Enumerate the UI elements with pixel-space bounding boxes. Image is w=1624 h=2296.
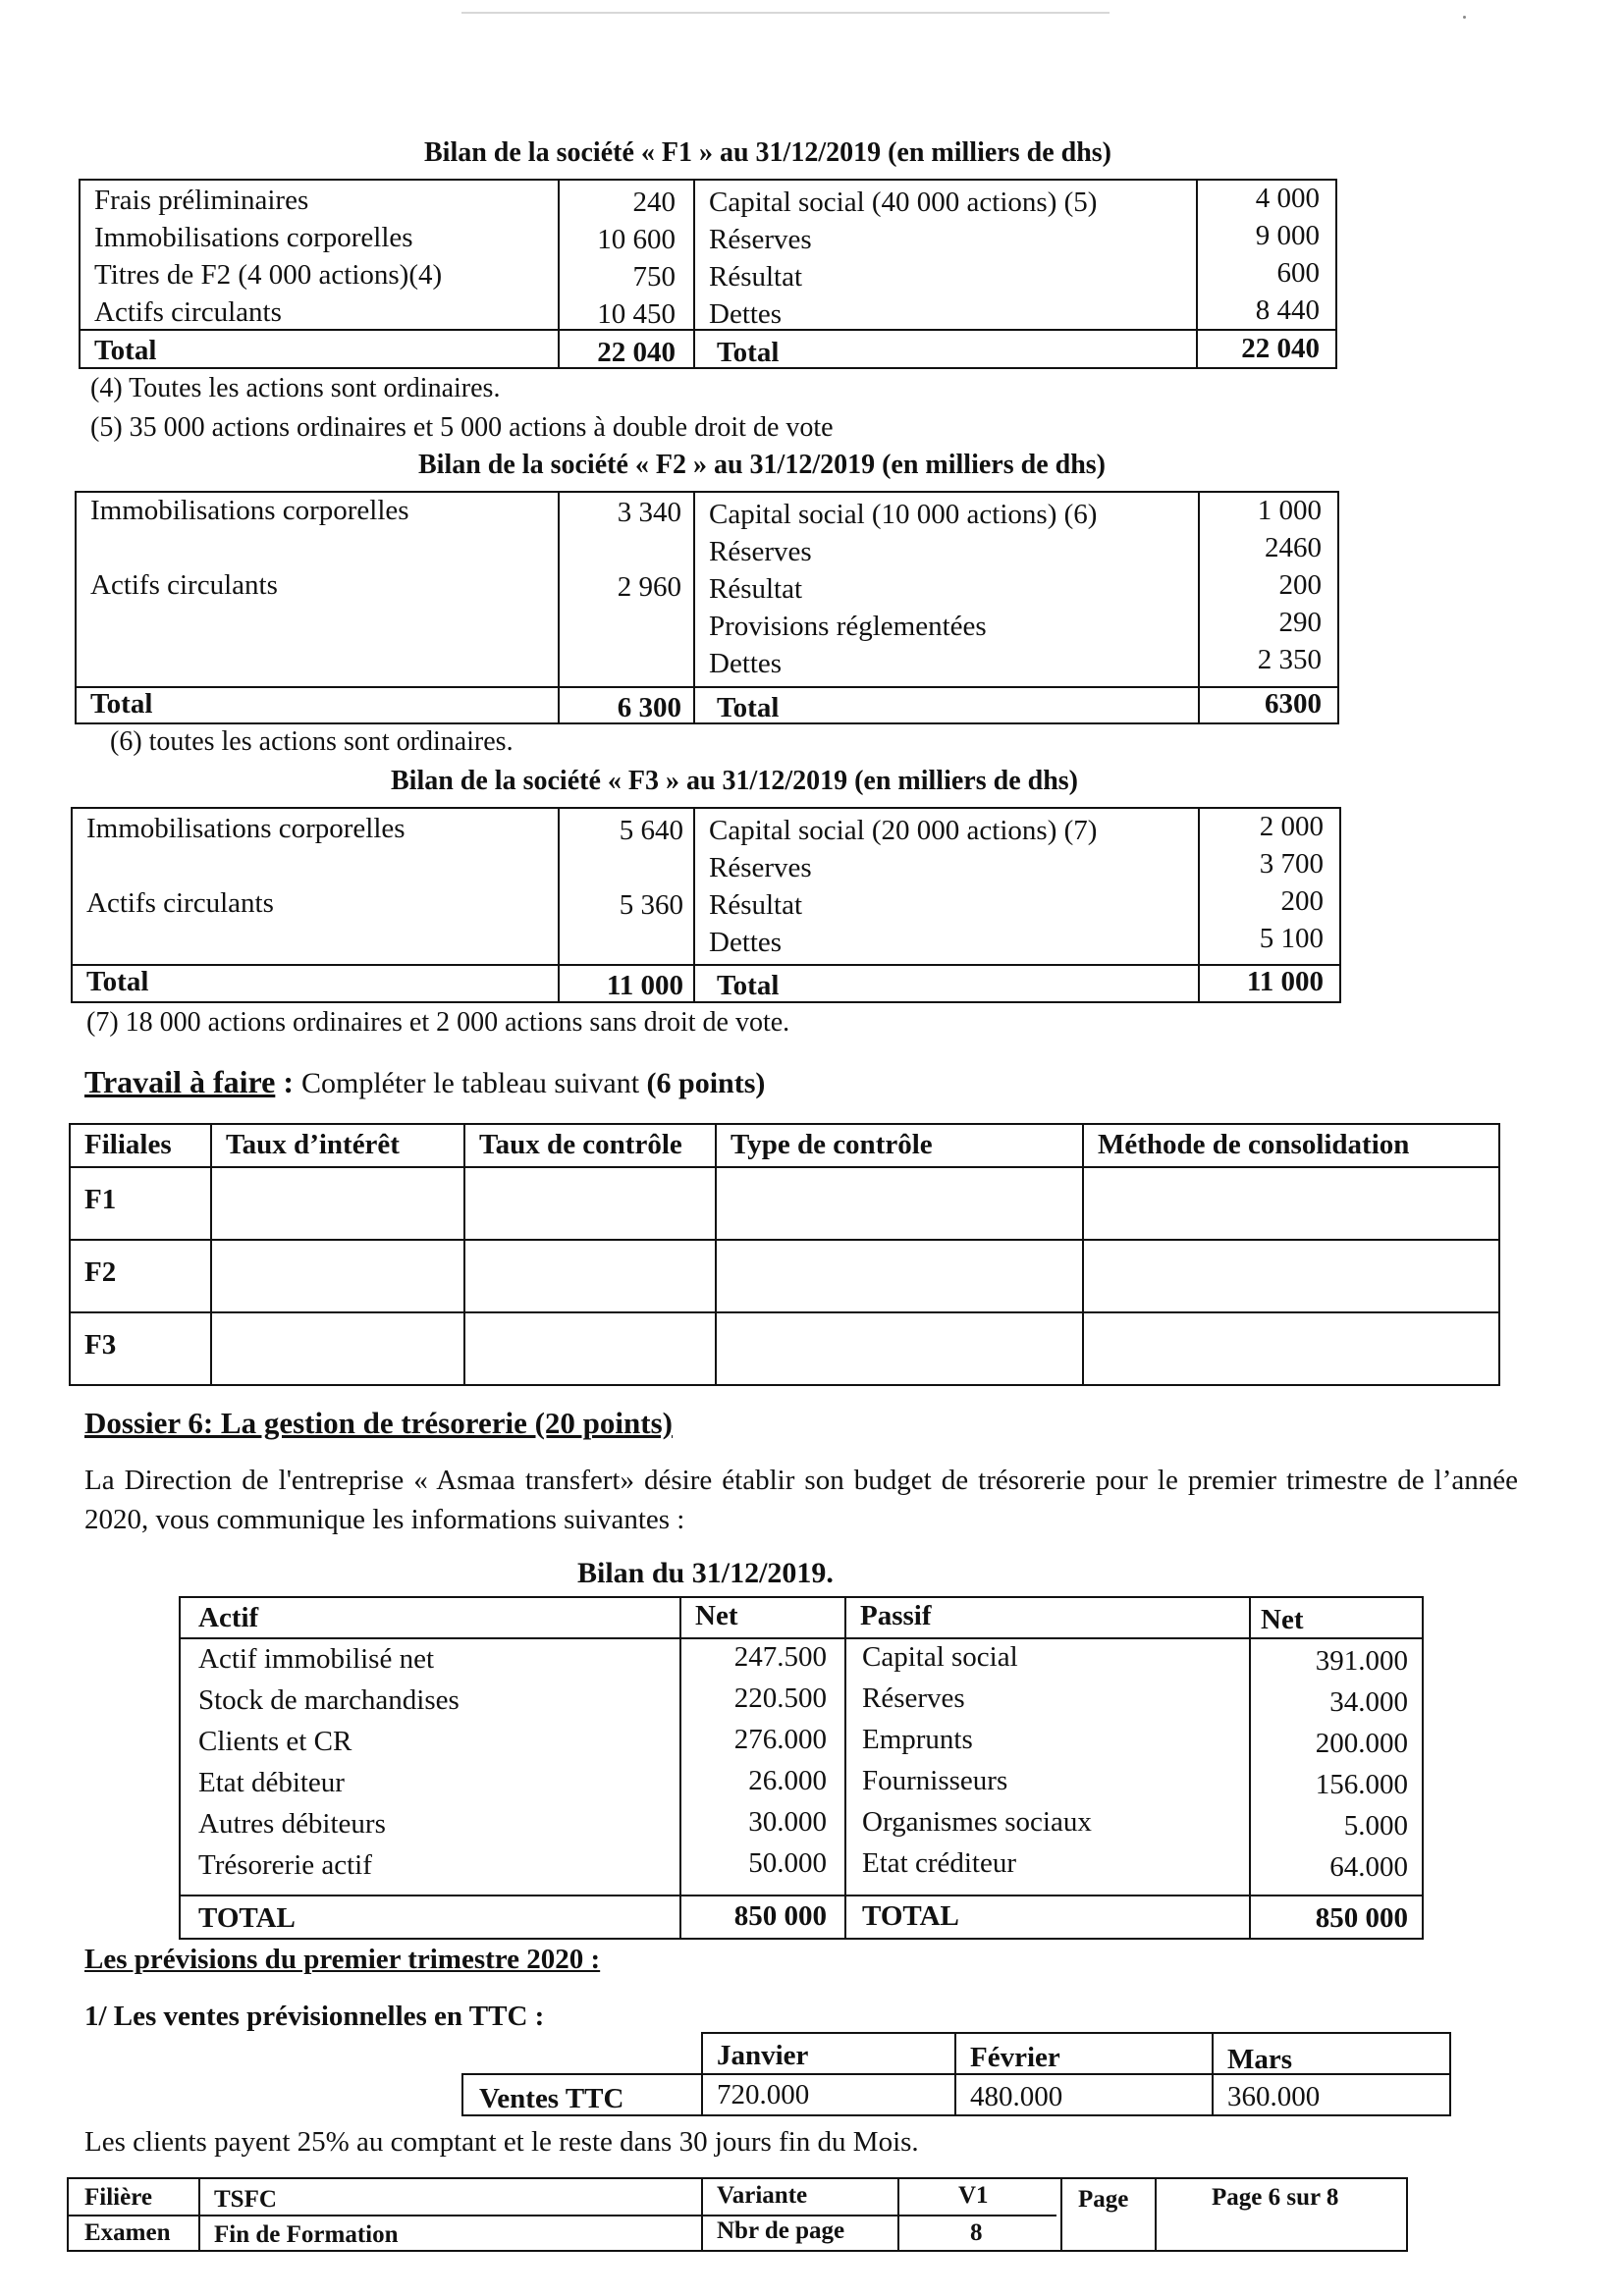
conso-header-methode: Méthode de consolidation [1098, 1129, 1410, 1160]
f3-left-value: 5 640 [619, 815, 683, 846]
bilan-passif-net: 391.000 [1315, 1645, 1408, 1677]
f2-total-left: 6 300 [617, 692, 681, 723]
conso-header-taux-interet: Taux d’intérêt [226, 1129, 400, 1160]
f1-right-label: Réserves [709, 224, 812, 255]
f2-left-value: 2 960 [617, 571, 681, 603]
f2-total-right: 6300 [1265, 688, 1322, 720]
ventes-fevrier: 480.000 [970, 2081, 1063, 2112]
f1-right-label: Capital social (40 000 actions) (5) [709, 187, 1098, 218]
f1-left-label: Actifs circulants [94, 296, 282, 328]
bilan-header-actif: Actif [198, 1602, 259, 1633]
dossier6-heading: Dossier 6: La gestion de trésorerie (20 points) [84, 1406, 673, 1440]
f3-right-label: Réserves [709, 852, 812, 883]
bilan-actif-label: Etat débiteur [198, 1767, 345, 1798]
f1-left-value: 240 [632, 187, 676, 218]
ventes-months-header [701, 2032, 1451, 2075]
bilan-actif-net: 50.000 [748, 1847, 827, 1879]
f1-title: Bilan de la société « F1 » au 31/12/2019 (en milliers de dhs) [424, 137, 1111, 168]
conso-row-f2: F2 [84, 1256, 117, 1288]
f1-total-label-right: Total [717, 337, 780, 368]
f3-title: Bilan de la société « F3 » au 31/12/2019 (en milliers de dhs) [391, 766, 1078, 796]
f1-right-label: Dettes [709, 298, 783, 330]
f3-total-left: 11 000 [606, 970, 683, 1001]
f2-total-label: Total [90, 688, 153, 720]
bilan-header-passif: Passif [860, 1600, 932, 1631]
footer-page-label: Page [1078, 2186, 1129, 2213]
bilan-actif-net: 276.000 [733, 1724, 827, 1755]
ventes-ttc-label: Ventes TTC [479, 2083, 624, 2114]
bilan-total-label: TOTAL [862, 1900, 959, 1932]
f3-right-value: 3 700 [1259, 848, 1324, 880]
f3-left-label: Immobilisations corporelles [86, 813, 406, 844]
f1-right-value: 8 440 [1255, 294, 1320, 326]
f3-note: (7) 18 000 actions ordinaires et 2 000 actions sans droit de vote. [86, 1007, 790, 1038]
ventes-table [461, 2073, 1451, 2116]
f2-left-label: Immobilisations corporelles [90, 495, 409, 526]
f2-total-label-right: Total [717, 692, 780, 723]
bilan-passif-label: Réserves [862, 1682, 965, 1714]
f1-right-value: 600 [1276, 257, 1320, 289]
footer-page: Page 6 sur 8 [1212, 2184, 1339, 2211]
f3-right-value: 200 [1280, 885, 1324, 917]
f1-left-label: Titres de F2 (4 000 actions)(4) [94, 259, 443, 291]
f2-right-label: Réserves [709, 536, 812, 567]
footer-filiere-label: Filière [84, 2184, 152, 2211]
f1-total-left: 22 040 [597, 337, 676, 368]
previsions-note: Les clients payent 25% au comptant et le reste dans 30 jours fin du Mois. [84, 2126, 919, 2158]
travail-points: (6 points) [646, 1067, 766, 1099]
f2-left-value: 3 340 [617, 497, 681, 528]
month-mars: Mars [1227, 2044, 1293, 2075]
f3-right-value: 2 000 [1259, 811, 1324, 842]
footer-variante: V1 [958, 2182, 989, 2209]
conso-header-filiales: Filiales [84, 1129, 172, 1160]
bilan-passif-label: Emprunts [862, 1724, 973, 1755]
f1-left-value: 750 [632, 261, 676, 293]
bilan-passif-net: 64.000 [1329, 1851, 1408, 1883]
f2-left-label: Actifs circulants [90, 569, 278, 601]
f3-total-label-right: Total [717, 970, 780, 1001]
bilan-header-net: Net [1261, 1604, 1304, 1635]
bilan-actif-net: 220.500 [733, 1682, 827, 1714]
travail-line [84, 1064, 765, 1100]
f3-total-label: Total [86, 966, 149, 997]
bilan-passif-label: Organismes sociaux [862, 1806, 1092, 1838]
f3-right-label: Capital social (20 000 actions) (7) [709, 815, 1098, 846]
bilan-actif-net: 247.500 [733, 1641, 827, 1673]
f2-right-value: 2460 [1265, 532, 1322, 563]
f3-table [71, 807, 1341, 1003]
footer-nbr-label: Nbr de page [717, 2217, 845, 2244]
travail-heading: Travail à faire [84, 1064, 276, 1099]
f1-note: (4) Toutes les actions sont ordinaires. [90, 373, 501, 403]
f1-table [79, 179, 1337, 369]
f3-left-value: 5 360 [619, 889, 683, 921]
bilan-actif-label: Stock de marchandises [198, 1684, 460, 1716]
f1-total-label: Total [94, 335, 157, 366]
f2-right-value: 200 [1278, 569, 1322, 601]
f1-note: (5) 35 000 actions ordinaires et 5 000 actions à double droit de vote [90, 412, 834, 443]
bilan-passif-label: Fournisseurs [862, 1765, 1008, 1796]
f2-note: (6) toutes les actions sont ordinaires. [110, 726, 514, 757]
month-fevrier: Février [970, 2042, 1060, 2073]
bilan-passif-net: 5.000 [1343, 1810, 1408, 1842]
f2-title: Bilan de la société « F2 » au 31/12/2019 (en milliers de dhs) [418, 450, 1106, 480]
month-janvier: Janvier [717, 2040, 809, 2071]
f2-right-label: Résultat [709, 573, 803, 605]
exam-footer [67, 2177, 1408, 2252]
bilan-actif-net: 30.000 [748, 1806, 827, 1838]
bilan-table [179, 1596, 1424, 1940]
f3-right-label: Résultat [709, 889, 803, 921]
bilan-passif-net: 200.000 [1315, 1728, 1408, 1759]
f1-left-label: Immobilisations corporelles [94, 222, 413, 253]
previsions-heading: Les prévisions du premier trimestre 2020 : [84, 1944, 601, 1975]
bilan-passif-net: 156.000 [1315, 1769, 1408, 1800]
bilan-header-net: Net [695, 1600, 738, 1631]
bilan-title: Bilan du 31/12/2019. [577, 1557, 834, 1589]
travail-text: Compléter le tableau suivant [300, 1067, 647, 1099]
bilan-passif-label: Etat créditeur [862, 1847, 1016, 1879]
f3-right-label: Dettes [709, 927, 783, 958]
f2-right-label: Capital social (10 000 actions) (6) [709, 499, 1098, 530]
scan-top-line [461, 12, 1110, 14]
previsions-sub: 1/ Les ventes prévisionnelles en TTC : [84, 2001, 545, 2032]
conso-header-type-controle: Type de contrôle [731, 1129, 933, 1160]
f1-right-label: Résultat [709, 261, 803, 293]
f1-right-value: 9 000 [1255, 220, 1320, 251]
scan-speck [1463, 16, 1466, 19]
f2-right-value: 1 000 [1257, 495, 1322, 526]
bilan-total-passif: 850 000 [1315, 1902, 1408, 1934]
f2-right-label: Provisions réglementées [709, 611, 987, 642]
f1-right-value: 4 000 [1255, 183, 1320, 214]
conso-row-f3: F3 [84, 1329, 117, 1361]
f1-left-value: 10 450 [597, 298, 676, 330]
travail-colon: : [275, 1064, 301, 1099]
f2-right-value: 290 [1278, 607, 1322, 638]
bilan-passif-label: Capital social [862, 1641, 1018, 1673]
bilan-actif-label: Trésorerie actif [198, 1849, 372, 1881]
bilan-actif-label: Actif immobilisé net [198, 1643, 435, 1675]
bilan-total-label: TOTAL [198, 1902, 296, 1934]
footer-variante-label: Variante [717, 2182, 808, 2209]
dossier6-intro: La Direction de l'entreprise « Asmaa transfert» désire établir son budget de trésorerie pour le premier trimestre de l’année 2020, vous communique les informations suivantes : [84, 1465, 1518, 1535]
f2-table [75, 491, 1339, 724]
f1-total-right: 22 040 [1241, 333, 1320, 364]
conso-header-taux-controle: Taux de contrôle [479, 1129, 682, 1160]
consolidation-table [69, 1123, 1500, 1386]
f1-left-label: Frais préliminaires [94, 185, 309, 216]
bilan-total-actif: 850 000 [733, 1900, 827, 1932]
ventes-mars: 360.000 [1227, 2081, 1321, 2112]
f2-right-label: Dettes [709, 648, 783, 679]
conso-row-f1: F1 [84, 1184, 117, 1215]
f2-right-value: 2 350 [1257, 644, 1322, 675]
bilan-passif-net: 34.000 [1329, 1686, 1408, 1718]
f3-right-value: 5 100 [1259, 923, 1324, 954]
footer-nbr: 8 [970, 2219, 983, 2246]
f3-total-right: 11 000 [1246, 966, 1324, 997]
f3-left-label: Actifs circulants [86, 887, 274, 919]
bilan-actif-label: Autres débiteurs [198, 1808, 386, 1840]
footer-filiere: TSFC [214, 2186, 277, 2213]
bilan-actif-label: Clients et CR [198, 1726, 352, 1757]
footer-examen: Fin de Formation [214, 2221, 399, 2248]
footer-examen-label: Examen [84, 2219, 171, 2246]
bilan-actif-net: 26.000 [748, 1765, 827, 1796]
f1-left-value: 10 600 [597, 224, 676, 255]
ventes-janvier: 720.000 [717, 2079, 810, 2110]
